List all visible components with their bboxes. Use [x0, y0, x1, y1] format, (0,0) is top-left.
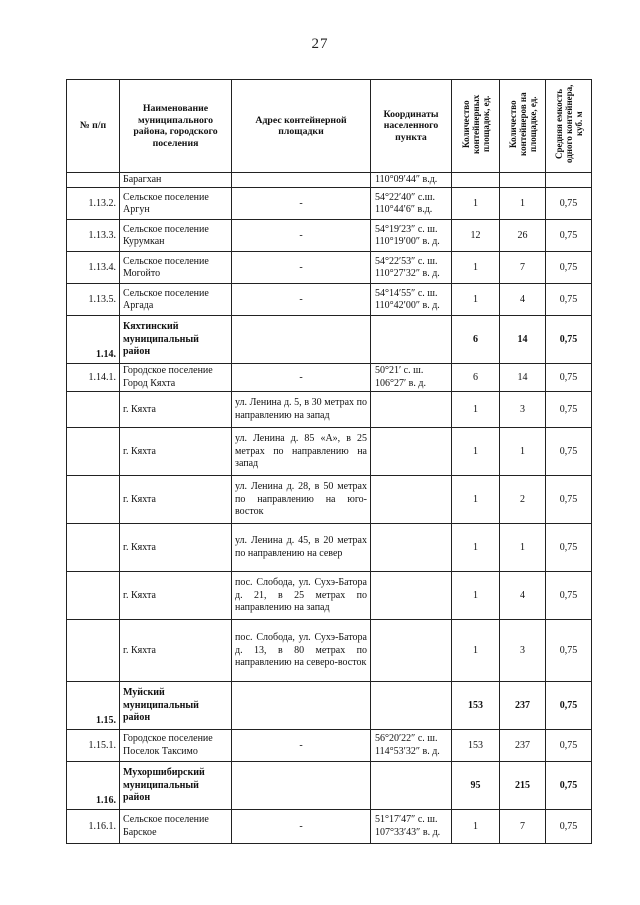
municipality-name: г. Кяхта [120, 428, 232, 476]
municipality-name: Кяхтинский муниципальный район [120, 316, 232, 364]
header-sites-count: Количество контейнерных площадок, ед. [452, 80, 500, 173]
containers-count: 7 [500, 810, 546, 844]
row-number: 1.14.1. [67, 364, 120, 392]
row-number: 1.13.2. [67, 188, 120, 220]
containers-count: 3 [500, 392, 546, 428]
coordinates: 54°14′55″ с. ш. 110°42′00″ в. д. [371, 284, 452, 316]
header-avg-capacity: Средняя емкость одного контейнера, куб. м [546, 80, 592, 173]
coordinates [371, 682, 452, 730]
coordinates: 54°19′23″ с. ш. 110°19′00″ в. д. [371, 220, 452, 252]
table-row [67, 188, 592, 220]
municipality-name: Городское поселение Город Кяхта [120, 364, 232, 392]
sites-count: 6 [452, 316, 500, 364]
container-address: - [232, 364, 371, 392]
section-row [67, 762, 592, 810]
row-number [67, 428, 120, 476]
container-address: - [232, 284, 371, 316]
avg-capacity: 0,75 [546, 188, 592, 220]
containers-count: 1 [500, 524, 546, 572]
row-number: 1.15.1. [67, 730, 120, 762]
avg-capacity: 0,75 [546, 682, 592, 730]
row-number: 1.13.5. [67, 284, 120, 316]
containers-count: 237 [500, 682, 546, 730]
container-address: ул. Ленина д. 5, в 30 метрах по направлению на запад [232, 392, 371, 428]
coordinates: 54°22′40″ с.ш. 110°44′6″ в.д. [371, 188, 452, 220]
container-address [232, 762, 371, 810]
sites-count: 1 [452, 524, 500, 572]
coordinates [371, 428, 452, 476]
containers-count: 215 [500, 762, 546, 810]
municipality-name: Сельское поселение Курумкан [120, 220, 232, 252]
municipality-name: г. Кяхта [120, 620, 232, 682]
avg-capacity: 0,75 [546, 428, 592, 476]
containers-count: 4 [500, 284, 546, 316]
row-number: 1.14. [67, 316, 120, 364]
coordinates: 56°20′22″ с. ш. 114°53′32″ в. д. [371, 730, 452, 762]
table-row [67, 572, 592, 620]
sites-count: 12 [452, 220, 500, 252]
avg-capacity: 0,75 [546, 730, 592, 762]
avg-capacity: 0,75 [546, 762, 592, 810]
containers-table [66, 79, 592, 844]
page-number: 27 [311, 36, 329, 52]
table-body [67, 173, 592, 844]
avg-capacity: 0,75 [546, 284, 592, 316]
containers-count: 2 [500, 476, 546, 524]
row-number: 1.13.4. [67, 252, 120, 284]
table-row [67, 730, 592, 762]
section-row [67, 316, 592, 364]
container-address: - [232, 220, 371, 252]
municipality-name: Сельское поселение Барское [120, 810, 232, 844]
avg-capacity: 0,75 [546, 572, 592, 620]
containers-count [500, 173, 546, 188]
container-address: - [232, 188, 371, 220]
municipality-name: г. Кяхта [120, 572, 232, 620]
coordinates: 54°22′53″ с. ш. 110°27′32″ в. д. [371, 252, 452, 284]
row-number [67, 173, 120, 188]
container-address: ул. Ленина д. 45, в 20 метрах по направлению на север [232, 524, 371, 572]
table-row [67, 173, 592, 188]
header-containers-count: Количество контейнеров на площадке, ед. [500, 80, 546, 173]
container-address: - [232, 810, 371, 844]
row-number: 1.13.3. [67, 220, 120, 252]
row-number: 1.16.1. [67, 810, 120, 844]
sites-count: 1 [452, 428, 500, 476]
containers-count: 14 [500, 364, 546, 392]
coordinates [371, 316, 452, 364]
coordinates [371, 476, 452, 524]
container-address [232, 316, 371, 364]
coordinates [371, 524, 452, 572]
avg-capacity: 0,75 [546, 252, 592, 284]
table-row [67, 392, 592, 428]
avg-capacity: 0,75 [546, 620, 592, 682]
container-address: - [232, 252, 371, 284]
municipality-name: г. Кяхта [120, 524, 232, 572]
sites-count: 1 [452, 392, 500, 428]
municipality-name: Сельское поселение Могойто [120, 252, 232, 284]
municipality-name: г. Кяхта [120, 392, 232, 428]
avg-capacity: 0,75 [546, 810, 592, 844]
coordinates [371, 392, 452, 428]
containers-count: 237 [500, 730, 546, 762]
sites-count: 1 [452, 284, 500, 316]
avg-capacity: 0,75 [546, 392, 592, 428]
coordinates [371, 762, 452, 810]
containers-count: 4 [500, 572, 546, 620]
sites-count: 6 [452, 364, 500, 392]
container-address: ул. Ленина д. 28, в 50 метрах по направлению на юго-восток [232, 476, 371, 524]
containers-count: 7 [500, 252, 546, 284]
row-number [67, 524, 120, 572]
coordinates [371, 572, 452, 620]
table-row [67, 428, 592, 476]
municipality-name: Сельское поселение Аргун [120, 188, 232, 220]
container-address: пос. Слобода, ул. Сухэ-Батора д. 21, в 25 метрах по направлению на запад [232, 572, 371, 620]
table-row [67, 252, 592, 284]
container-address [232, 173, 371, 188]
container-address: - [232, 730, 371, 762]
containers-count: 1 [500, 428, 546, 476]
sites-count: 1 [452, 620, 500, 682]
header-coords: Координаты населенного пункта [371, 80, 452, 173]
table-row [67, 810, 592, 844]
row-number [67, 572, 120, 620]
container-address [232, 682, 371, 730]
table-row [67, 476, 592, 524]
row-number: 1.15. [67, 682, 120, 730]
table-row [67, 284, 592, 316]
sites-count: 95 [452, 762, 500, 810]
coordinates [371, 620, 452, 682]
avg-capacity: 0,75 [546, 476, 592, 524]
header-municipality: Наименование муниципального района, городского поселения [120, 80, 232, 173]
municipality-name: Барагхан [120, 173, 232, 188]
row-number [67, 620, 120, 682]
row-number: 1.16. [67, 762, 120, 810]
sites-count: 1 [452, 476, 500, 524]
section-row [67, 682, 592, 730]
sites-count [452, 173, 500, 188]
coordinates: 51°17′47″ с. ш. 107°33′43″ в. д. [371, 810, 452, 844]
table-header-row [67, 80, 592, 173]
container-address: пос. Слобода, ул. Сухэ-Батора д. 13, в 80 метрах по направлению на северо-восток [232, 620, 371, 682]
avg-capacity: 0,75 [546, 524, 592, 572]
municipality-name: Мухоршибирский муниципальный район [120, 762, 232, 810]
sites-count: 1 [452, 252, 500, 284]
coordinates: 50°21′ с. ш. 106°27′ в. д. [371, 364, 452, 392]
table-row [67, 220, 592, 252]
avg-capacity: 0,75 [546, 220, 592, 252]
coordinates: 110°09′44″ в.д. [371, 173, 452, 188]
header-address: Адрес контейнерной площадки [232, 80, 371, 173]
containers-count: 26 [500, 220, 546, 252]
table-row [67, 364, 592, 392]
row-number [67, 392, 120, 428]
table-row [67, 524, 592, 572]
containers-count: 1 [500, 188, 546, 220]
sites-count: 1 [452, 572, 500, 620]
municipality-name: Городское поселение Поселок Таксимо [120, 730, 232, 762]
table-row [67, 620, 592, 682]
municipality-name: Сельское поселение Аргада [120, 284, 232, 316]
containers-count: 3 [500, 620, 546, 682]
avg-capacity: 0,75 [546, 364, 592, 392]
sites-count: 1 [452, 188, 500, 220]
municipality-name: Муйский муниципальный район [120, 682, 232, 730]
header-num: № п/п [67, 80, 120, 173]
sites-count: 153 [452, 682, 500, 730]
avg-capacity: 0,75 [546, 316, 592, 364]
sites-count: 153 [452, 730, 500, 762]
container-address: ул. Ленина д. 85 «А», в 25 метрах по направлению на запад [232, 428, 371, 476]
avg-capacity [546, 173, 592, 188]
municipality-name: г. Кяхта [120, 476, 232, 524]
row-number [67, 476, 120, 524]
containers-count: 14 [500, 316, 546, 364]
sites-count: 1 [452, 810, 500, 844]
